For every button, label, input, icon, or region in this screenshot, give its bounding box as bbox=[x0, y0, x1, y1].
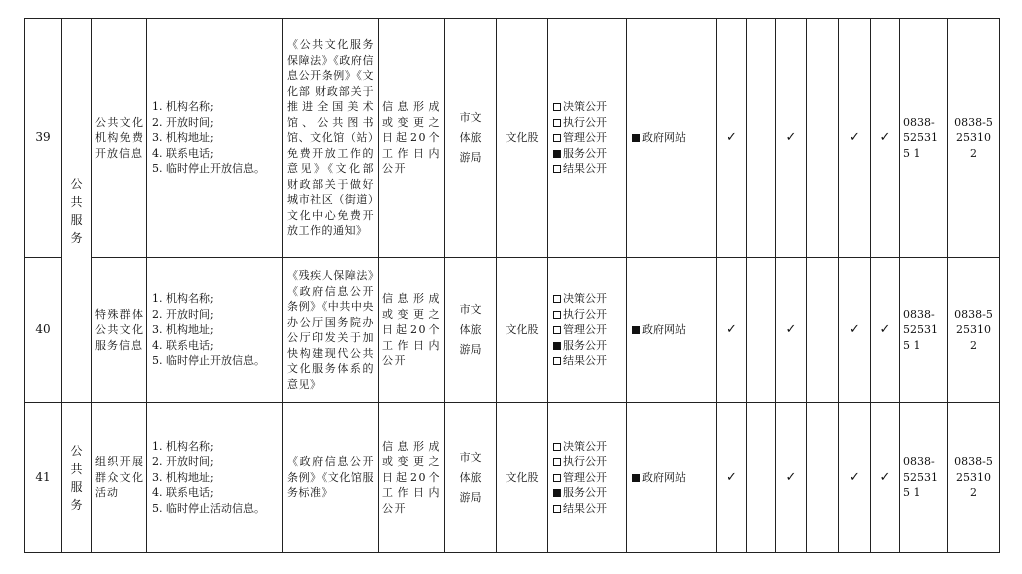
phone-cell: 0838-525315 1 bbox=[900, 258, 948, 403]
checkbox-icon bbox=[553, 474, 561, 482]
category-label: 公共服务 bbox=[70, 443, 83, 512]
dept-cell: 文化股 bbox=[497, 403, 548, 553]
content-list: 1. 机构名称; 2. 开放时间; 3. 机构地址; 4. 联系电话; 5. 临时停止开放信息。 bbox=[147, 258, 283, 403]
checkbox-icon bbox=[553, 119, 561, 127]
scope-item: 决策公开 bbox=[553, 99, 623, 115]
checkbox-icon bbox=[553, 134, 561, 142]
table-row bbox=[25, 403, 1000, 553]
mark-cell: ✓ bbox=[871, 258, 900, 403]
scope-item: 结果公开 bbox=[553, 501, 623, 517]
mark-cell bbox=[747, 403, 776, 553]
subject-cell: 市文体旅游局 bbox=[445, 19, 497, 258]
phone-cell: 0838-5253102 bbox=[948, 258, 1000, 403]
table-row bbox=[25, 19, 1000, 258]
checkbox-icon bbox=[553, 165, 561, 173]
item-name: 公共文化机构免费开放信息 bbox=[92, 19, 147, 258]
checkbox-icon bbox=[553, 103, 561, 111]
phone-cell: 0838-5253102 bbox=[948, 19, 1000, 258]
scope-item: 管理公开 bbox=[553, 322, 623, 338]
category-label: 公共服务 bbox=[70, 176, 83, 245]
checkbox-filled-icon bbox=[632, 474, 640, 482]
scope-list bbox=[548, 19, 627, 258]
scope-item: 服务公开 bbox=[553, 485, 623, 501]
scope-item: 管理公开 bbox=[553, 470, 623, 486]
scope-item: 服务公开 bbox=[553, 338, 623, 354]
table-row bbox=[25, 258, 1000, 403]
mark-cell: ✓ bbox=[717, 403, 747, 553]
category-cell bbox=[62, 19, 92, 403]
dept-cell: 文化股 bbox=[497, 19, 548, 258]
checkbox-icon bbox=[553, 357, 561, 365]
channel-cell: 政府网站 bbox=[627, 403, 717, 553]
checkbox-icon bbox=[553, 295, 561, 303]
mark-cell: ✓ bbox=[839, 258, 871, 403]
content-list: 1. 机构名称; 2. 开放时间; 3. 机构地址; 4. 联系电话; 5. 临时停止开放信息。 bbox=[147, 19, 283, 258]
mark-cell: ✓ bbox=[717, 19, 747, 258]
scope-list bbox=[548, 403, 627, 553]
item-name: 组织开展群众文化活动 bbox=[92, 403, 147, 553]
scope-list bbox=[548, 258, 627, 403]
checkbox-icon bbox=[553, 458, 561, 466]
row-number: 39 bbox=[25, 19, 62, 258]
channel-cell: 政府网站 bbox=[627, 19, 717, 258]
subject-cell: 市文体旅游局 bbox=[445, 403, 497, 553]
mark-cell: ✓ bbox=[776, 403, 807, 553]
checkbox-icon bbox=[553, 443, 561, 451]
checkbox-filled-icon bbox=[553, 342, 561, 350]
disclosure-table bbox=[24, 18, 1000, 553]
mark-cell bbox=[747, 19, 776, 258]
checkbox-filled-icon bbox=[553, 150, 561, 158]
mark-cell bbox=[807, 19, 839, 258]
checkbox-icon bbox=[553, 311, 561, 319]
mark-cell: ✓ bbox=[776, 19, 807, 258]
category-cell bbox=[62, 403, 92, 553]
scope-item: 执行公开 bbox=[553, 115, 623, 131]
row-number: 41 bbox=[25, 403, 62, 553]
timeline-cell: 信息形成或变更之日起20个工作日内公开 bbox=[379, 258, 445, 403]
basis-cell: 《公共文化服务保障法》《政府信息公开条例》《文化部 财政部关于推进全国美术馆、公共图书馆、文化馆（站）免费开放工作的意见》《文化部 财政部关于做好城市社区（街道）文化中心免费开放工作的通知》 bbox=[283, 19, 379, 258]
checkbox-filled-icon bbox=[632, 326, 640, 334]
mark-cell bbox=[807, 258, 839, 403]
timeline-cell: 信息形成或变更之日起20个工作日内公开 bbox=[379, 403, 445, 553]
phone-cell: 0838-525315 1 bbox=[900, 19, 948, 258]
scope-item: 决策公开 bbox=[553, 291, 623, 307]
phone-cell: 0838-525315 1 bbox=[900, 403, 948, 553]
basis-cell: 《政府信息公开条例》《文化馆服务标准》 bbox=[283, 403, 379, 553]
mark-cell bbox=[807, 403, 839, 553]
phone-cell: 0838-5253102 bbox=[948, 403, 1000, 553]
mark-cell: ✓ bbox=[839, 403, 871, 553]
scope-item: 服务公开 bbox=[553, 146, 623, 162]
content-list: 1. 机构名称; 2. 开放时间; 3. 机构地址; 4. 联系电话; 5. 临时停止活动信息。 bbox=[147, 403, 283, 553]
mark-cell: ✓ bbox=[717, 258, 747, 403]
basis-cell: 《残疾人保障法》《政府信息公开条例》《中共中央办公厅国务院办公厅印发关于加快构建现代公共文化服务体系的意见》 bbox=[283, 258, 379, 403]
item-name: 特殊群体公共文化服务信息 bbox=[92, 258, 147, 403]
scope-item: 结果公开 bbox=[553, 161, 623, 177]
checkbox-filled-icon bbox=[632, 134, 640, 142]
scope-item: 执行公开 bbox=[553, 307, 623, 323]
subject-cell: 市文体旅游局 bbox=[445, 258, 497, 403]
dept-cell: 文化股 bbox=[497, 258, 548, 403]
mark-cell: ✓ bbox=[871, 403, 900, 553]
timeline-cell: 信息形成或变更之日起20个工作日内公开 bbox=[379, 19, 445, 258]
scope-item: 决策公开 bbox=[553, 439, 623, 455]
row-number: 40 bbox=[25, 258, 62, 403]
mark-cell bbox=[747, 258, 776, 403]
scope-item: 结果公开 bbox=[553, 353, 623, 369]
checkbox-filled-icon bbox=[553, 489, 561, 497]
scope-item: 执行公开 bbox=[553, 454, 623, 470]
mark-cell: ✓ bbox=[839, 19, 871, 258]
mark-cell: ✓ bbox=[871, 19, 900, 258]
mark-cell: ✓ bbox=[776, 258, 807, 403]
scope-item: 管理公开 bbox=[553, 130, 623, 146]
channel-cell: 政府网站 bbox=[627, 258, 717, 403]
checkbox-icon bbox=[553, 326, 561, 334]
checkbox-icon bbox=[553, 505, 561, 513]
